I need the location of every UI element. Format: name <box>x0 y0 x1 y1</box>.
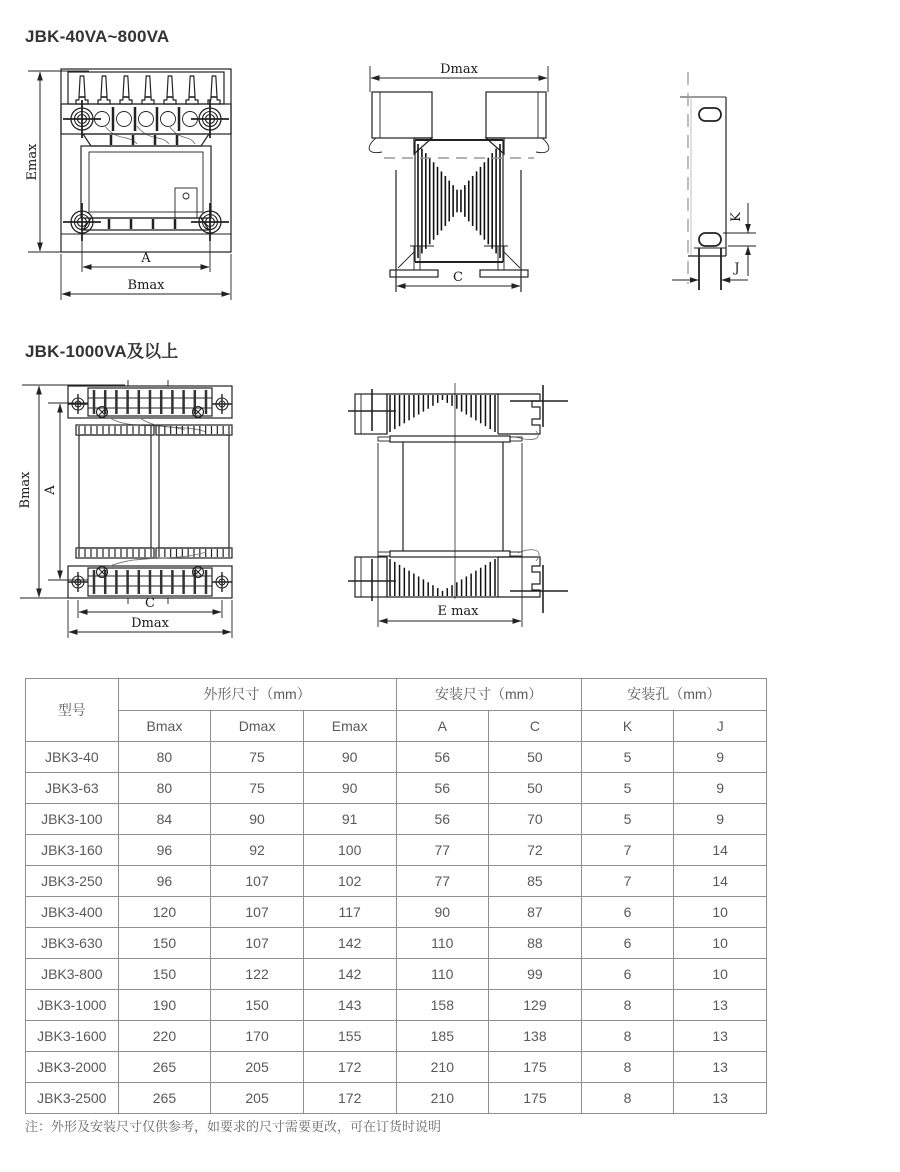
value-cell: 14 <box>674 835 767 866</box>
value-cell: 70 <box>489 804 582 835</box>
section-title-large-range: JBK-1000VA及以上 <box>25 342 179 361</box>
model-cell: JBK3-40 <box>26 742 119 773</box>
col-header-bmax: Bmax <box>118 710 211 742</box>
model-cell: JBK3-2500 <box>26 1083 119 1114</box>
value-cell: 150 <box>211 990 304 1021</box>
table-row <box>26 897 767 928</box>
value-cell: 85 <box>489 866 582 897</box>
value-cell: 13 <box>674 1083 767 1114</box>
value-cell: 14 <box>674 866 767 897</box>
value-cell: 150 <box>118 928 211 959</box>
value-cell: 84 <box>118 804 211 835</box>
value-cell: 88 <box>489 928 582 959</box>
col-header-model: 型号 <box>26 679 119 742</box>
value-cell: 10 <box>674 897 767 928</box>
dim-label-j: J <box>734 261 740 276</box>
dim-label-a: A <box>141 251 151 266</box>
value-cell: 155 <box>303 1021 396 1052</box>
spec-table <box>25 678 767 1114</box>
value-cell: 220 <box>118 1021 211 1052</box>
model-cell: JBK3-2000 <box>26 1052 119 1083</box>
value-cell: 96 <box>118 835 211 866</box>
dim-label-k: K <box>729 212 744 222</box>
dim-label-dmax: Dmax <box>440 62 478 77</box>
table-row <box>26 1083 767 1114</box>
model-cell: JBK3-160 <box>26 835 119 866</box>
value-cell: 87 <box>489 897 582 928</box>
value-cell: 56 <box>396 742 489 773</box>
col-header-dmax: Dmax <box>211 710 304 742</box>
dim-label-c: C <box>453 270 463 285</box>
value-cell: 5 <box>581 804 674 835</box>
value-cell: 8 <box>581 1021 674 1052</box>
value-cell: 8 <box>581 1052 674 1083</box>
value-cell: 91 <box>303 804 396 835</box>
drawing-bracket-profile <box>650 62 800 300</box>
col-group-mounting-dims: 安装尺寸（mm） <box>396 679 581 711</box>
value-cell: 13 <box>674 990 767 1021</box>
value-cell: 92 <box>211 835 304 866</box>
value-cell: 122 <box>211 959 304 990</box>
value-cell: 50 <box>489 742 582 773</box>
table-subheader-row <box>26 710 767 742</box>
value-cell: 143 <box>303 990 396 1021</box>
value-cell: 265 <box>118 1083 211 1114</box>
value-cell: 175 <box>489 1083 582 1114</box>
col-header-a: A <box>396 710 489 742</box>
dim-label-c-large: C <box>145 596 155 611</box>
drawing-front-view-small <box>25 62 235 310</box>
col-header-k: K <box>581 710 674 742</box>
value-cell: 158 <box>396 990 489 1021</box>
value-cell: 138 <box>489 1021 582 1052</box>
dim-label-emax-large: E max <box>437 604 479 619</box>
value-cell: 5 <box>581 773 674 804</box>
dim-label-bmax-large: Bmax <box>18 471 33 509</box>
model-cell: JBK3-250 <box>26 866 119 897</box>
table-row <box>26 1052 767 1083</box>
value-cell: 96 <box>118 866 211 897</box>
table-row <box>26 959 767 990</box>
col-header-emax: Emax <box>303 710 396 742</box>
value-cell: 90 <box>303 773 396 804</box>
value-cell: 205 <box>211 1052 304 1083</box>
value-cell: 210 <box>396 1083 489 1114</box>
value-cell: 13 <box>674 1021 767 1052</box>
value-cell: 172 <box>303 1083 396 1114</box>
model-cell: JBK3-1000 <box>26 990 119 1021</box>
value-cell: 110 <box>396 959 489 990</box>
model-cell: JBK3-630 <box>26 928 119 959</box>
value-cell: 7 <box>581 866 674 897</box>
value-cell: 190 <box>118 990 211 1021</box>
value-cell: 80 <box>118 773 211 804</box>
value-cell: 100 <box>303 835 396 866</box>
value-cell: 90 <box>303 742 396 773</box>
col-header-j: J <box>674 710 767 742</box>
value-cell: 150 <box>118 959 211 990</box>
col-group-outline-dims: 外形尺寸（mm） <box>118 679 396 711</box>
section-title-small-range: JBK-40VA~800VA <box>25 27 170 46</box>
table-row <box>26 866 767 897</box>
table-row <box>26 804 767 835</box>
value-cell: 77 <box>396 866 489 897</box>
value-cell: 102 <box>303 866 396 897</box>
col-header-c: C <box>489 710 582 742</box>
dim-label-dmax-large: Dmax <box>131 616 169 631</box>
value-cell: 142 <box>303 928 396 959</box>
drawing-side-view-large <box>330 381 570 631</box>
value-cell: 77 <box>396 835 489 866</box>
value-cell: 99 <box>489 959 582 990</box>
table-row <box>26 990 767 1021</box>
value-cell: 5 <box>581 742 674 773</box>
value-cell: 120 <box>118 897 211 928</box>
value-cell: 10 <box>674 959 767 990</box>
value-cell: 265 <box>118 1052 211 1083</box>
value-cell: 107 <box>211 928 304 959</box>
table-row <box>26 928 767 959</box>
value-cell: 8 <box>581 1083 674 1114</box>
dim-label-emax: Emax <box>25 143 40 181</box>
col-group-mounting-holes: 安装孔（mm） <box>581 679 766 711</box>
model-cell: JBK3-63 <box>26 773 119 804</box>
value-cell: 210 <box>396 1052 489 1083</box>
value-cell: 75 <box>211 773 304 804</box>
value-cell: 90 <box>396 897 489 928</box>
value-cell: 6 <box>581 928 674 959</box>
value-cell: 90 <box>211 804 304 835</box>
value-cell: 75 <box>211 742 304 773</box>
value-cell: 7 <box>581 835 674 866</box>
drawing-side-view-small <box>356 62 576 300</box>
value-cell: 56 <box>396 773 489 804</box>
table-group-header-row <box>26 679 767 711</box>
dim-label-a-large: A <box>43 485 58 495</box>
table-row <box>26 773 767 804</box>
value-cell: 50 <box>489 773 582 804</box>
value-cell: 129 <box>489 990 582 1021</box>
value-cell: 8 <box>581 990 674 1021</box>
model-cell: JBK3-800 <box>26 959 119 990</box>
value-cell: 72 <box>489 835 582 866</box>
value-cell: 80 <box>118 742 211 773</box>
value-cell: 185 <box>396 1021 489 1052</box>
table-row <box>26 742 767 773</box>
value-cell: 107 <box>211 897 304 928</box>
value-cell: 205 <box>211 1083 304 1114</box>
model-cell: JBK3-400 <box>26 897 119 928</box>
model-cell: JBK3-100 <box>26 804 119 835</box>
table-row <box>26 1021 767 1052</box>
value-cell: 110 <box>396 928 489 959</box>
value-cell: 13 <box>674 1052 767 1083</box>
spec-table-body <box>26 742 767 1114</box>
value-cell: 170 <box>211 1021 304 1052</box>
value-cell: 117 <box>303 897 396 928</box>
value-cell: 6 <box>581 959 674 990</box>
dim-label-bmax: Bmax <box>127 278 165 293</box>
value-cell: 107 <box>211 866 304 897</box>
table-row <box>26 835 767 866</box>
value-cell: 6 <box>581 897 674 928</box>
value-cell: 9 <box>674 742 767 773</box>
footnote: 注：外形及安装尺寸仅供参考，如要求的尺寸需要更改，可在订货时说明 <box>25 1119 442 1134</box>
value-cell: 56 <box>396 804 489 835</box>
value-cell: 172 <box>303 1052 396 1083</box>
model-cell: JBK3-1600 <box>26 1021 119 1052</box>
drawing-front-view-large <box>10 378 250 643</box>
value-cell: 175 <box>489 1052 582 1083</box>
value-cell: 10 <box>674 928 767 959</box>
value-cell: 9 <box>674 773 767 804</box>
value-cell: 9 <box>674 804 767 835</box>
value-cell: 142 <box>303 959 396 990</box>
